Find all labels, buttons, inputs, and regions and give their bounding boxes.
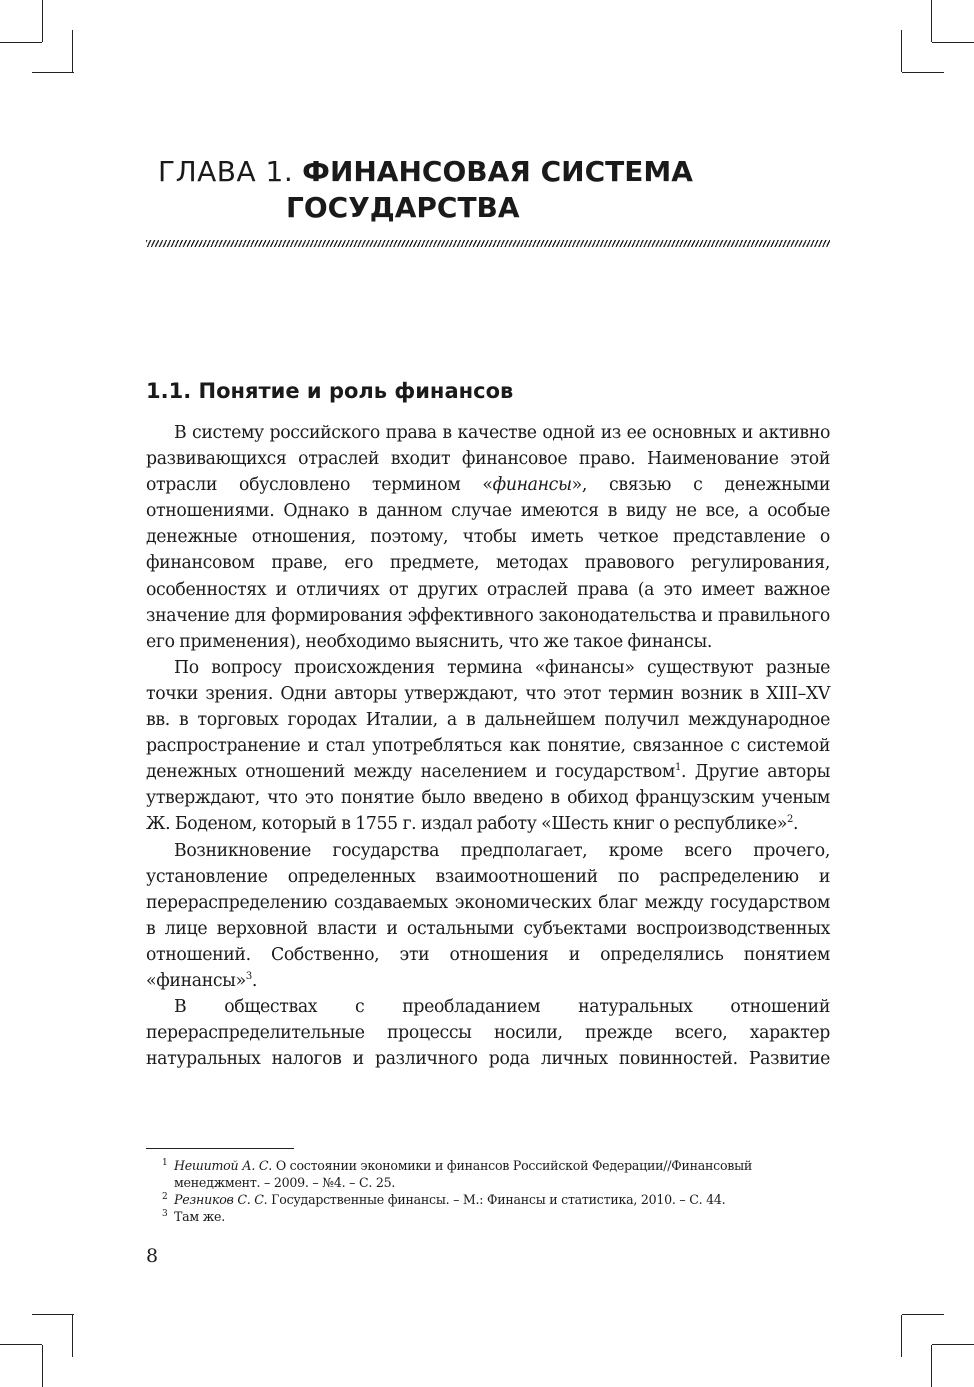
footnotes (146, 1157, 830, 1225)
crop-mark (42, 0, 43, 42)
footnote-separator (146, 1148, 294, 1149)
crop-mark (902, 72, 944, 73)
crop-mark (901, 30, 902, 72)
footnote-text: Там же. (174, 1209, 225, 1224)
page-number: 8 (146, 1245, 159, 1267)
chapter-prefix: ГЛАВА 1. (158, 155, 294, 188)
chapter-heading (158, 154, 838, 226)
crop-mark (932, 42, 974, 43)
crop-mark (72, 1315, 73, 1357)
footnote-number: 2 (162, 1192, 168, 1202)
chapter-title-line1: ФИНАНСОВАЯ СИСТЕМА (302, 155, 693, 188)
crop-mark (72, 30, 73, 72)
crop-mark (32, 72, 74, 73)
footnote-text: О состоянии экономики и финансов Российской Федерации//Финансовый менеджмент. – 2009. – №4. – С. 25. (174, 1158, 753, 1190)
footnote (146, 1208, 830, 1225)
footnote-ref[interactable]: 2 (787, 814, 794, 826)
footnote (146, 1157, 830, 1191)
footnote-ref[interactable]: 3 (245, 971, 252, 983)
crop-mark (0, 42, 42, 43)
body-text (146, 420, 830, 1072)
paragraph: По вопросу происхождения термина «финансы» существуют разные точки зрения. Одни авторы утверждают, что этот термин возник в XIII–XV вв. в торговых городах Италии, а в дальнейшем получил международное распространение и стал употребляться как понятие, связанное с системой денежных отношений между населением и государством$^1$. Другие авторы утверждают, что это понятие было введено в обиход французским ученым Ж. Боденом, который в 1755 г. издал работу «Шесть книг о республике»$^2$. (146, 657, 831, 835)
footnote-text: Государственные финансы. – М.: Финансы и статистика, 2010. – С. 44. (267, 1192, 726, 1207)
footnote-number: 3 (162, 1209, 168, 1219)
footnote-author: Резников С. С. (174, 1192, 268, 1207)
hatched-divider (146, 240, 830, 247)
paragraph: В систему российского права в качестве одной из ее основных и активно развивающихся отраслей входит финансовое право. Наименование этой отрасли обусловлено термином «финансы», связью с денежными отношениями. Однако в данном случае имеются в виду не все, а особые денежные отношения, поэтому, чтобы иметь четкое представление о финансовом праве, его предмете, методах правового регулирования, особенностях и отличиях от других отраслей права (а это имеет важное значение для формирования эффективного законодательства и правильного его применения), необходимо выяснить, что же такое финансы. (146, 423, 830, 652)
footnote-ref[interactable]: 1 (675, 762, 682, 774)
paragraph: В обществах с преобладанием натуральных отношений перераспределительные процессы носили, прежде всего, характер натуральных налогов и различного рода личных повинностей. Развитие (146, 997, 830, 1070)
crop-mark (931, 0, 932, 42)
footnote (146, 1191, 830, 1208)
crop-mark (0, 1344, 42, 1345)
chapter-title-line2: ГОСУДАРСТВА (286, 191, 520, 224)
footnote-number: 1 (162, 1158, 168, 1168)
crop-mark (932, 1344, 974, 1345)
crop-mark (901, 1315, 902, 1357)
crop-mark (32, 1314, 74, 1315)
crop-mark (902, 1314, 944, 1315)
emphasis-term: финансы (492, 475, 572, 496)
footnote-author: Нешитой А. С. (174, 1158, 273, 1173)
crop-mark (42, 1345, 43, 1387)
crop-mark (931, 1345, 932, 1387)
section-title: 1.1. Понятие и роль финансов (146, 379, 514, 403)
paragraph: Возникновение государства предполагает, кроме всего прочего, установление определенных взаимоотношений по распределению и перераспределению создаваемых экономических благ между государством в лице верховной власти и остальными субъектами воспроизводственных отношений. Собственно, эти отношения и определялись понятием «финансы»$^3$. (146, 840, 830, 991)
